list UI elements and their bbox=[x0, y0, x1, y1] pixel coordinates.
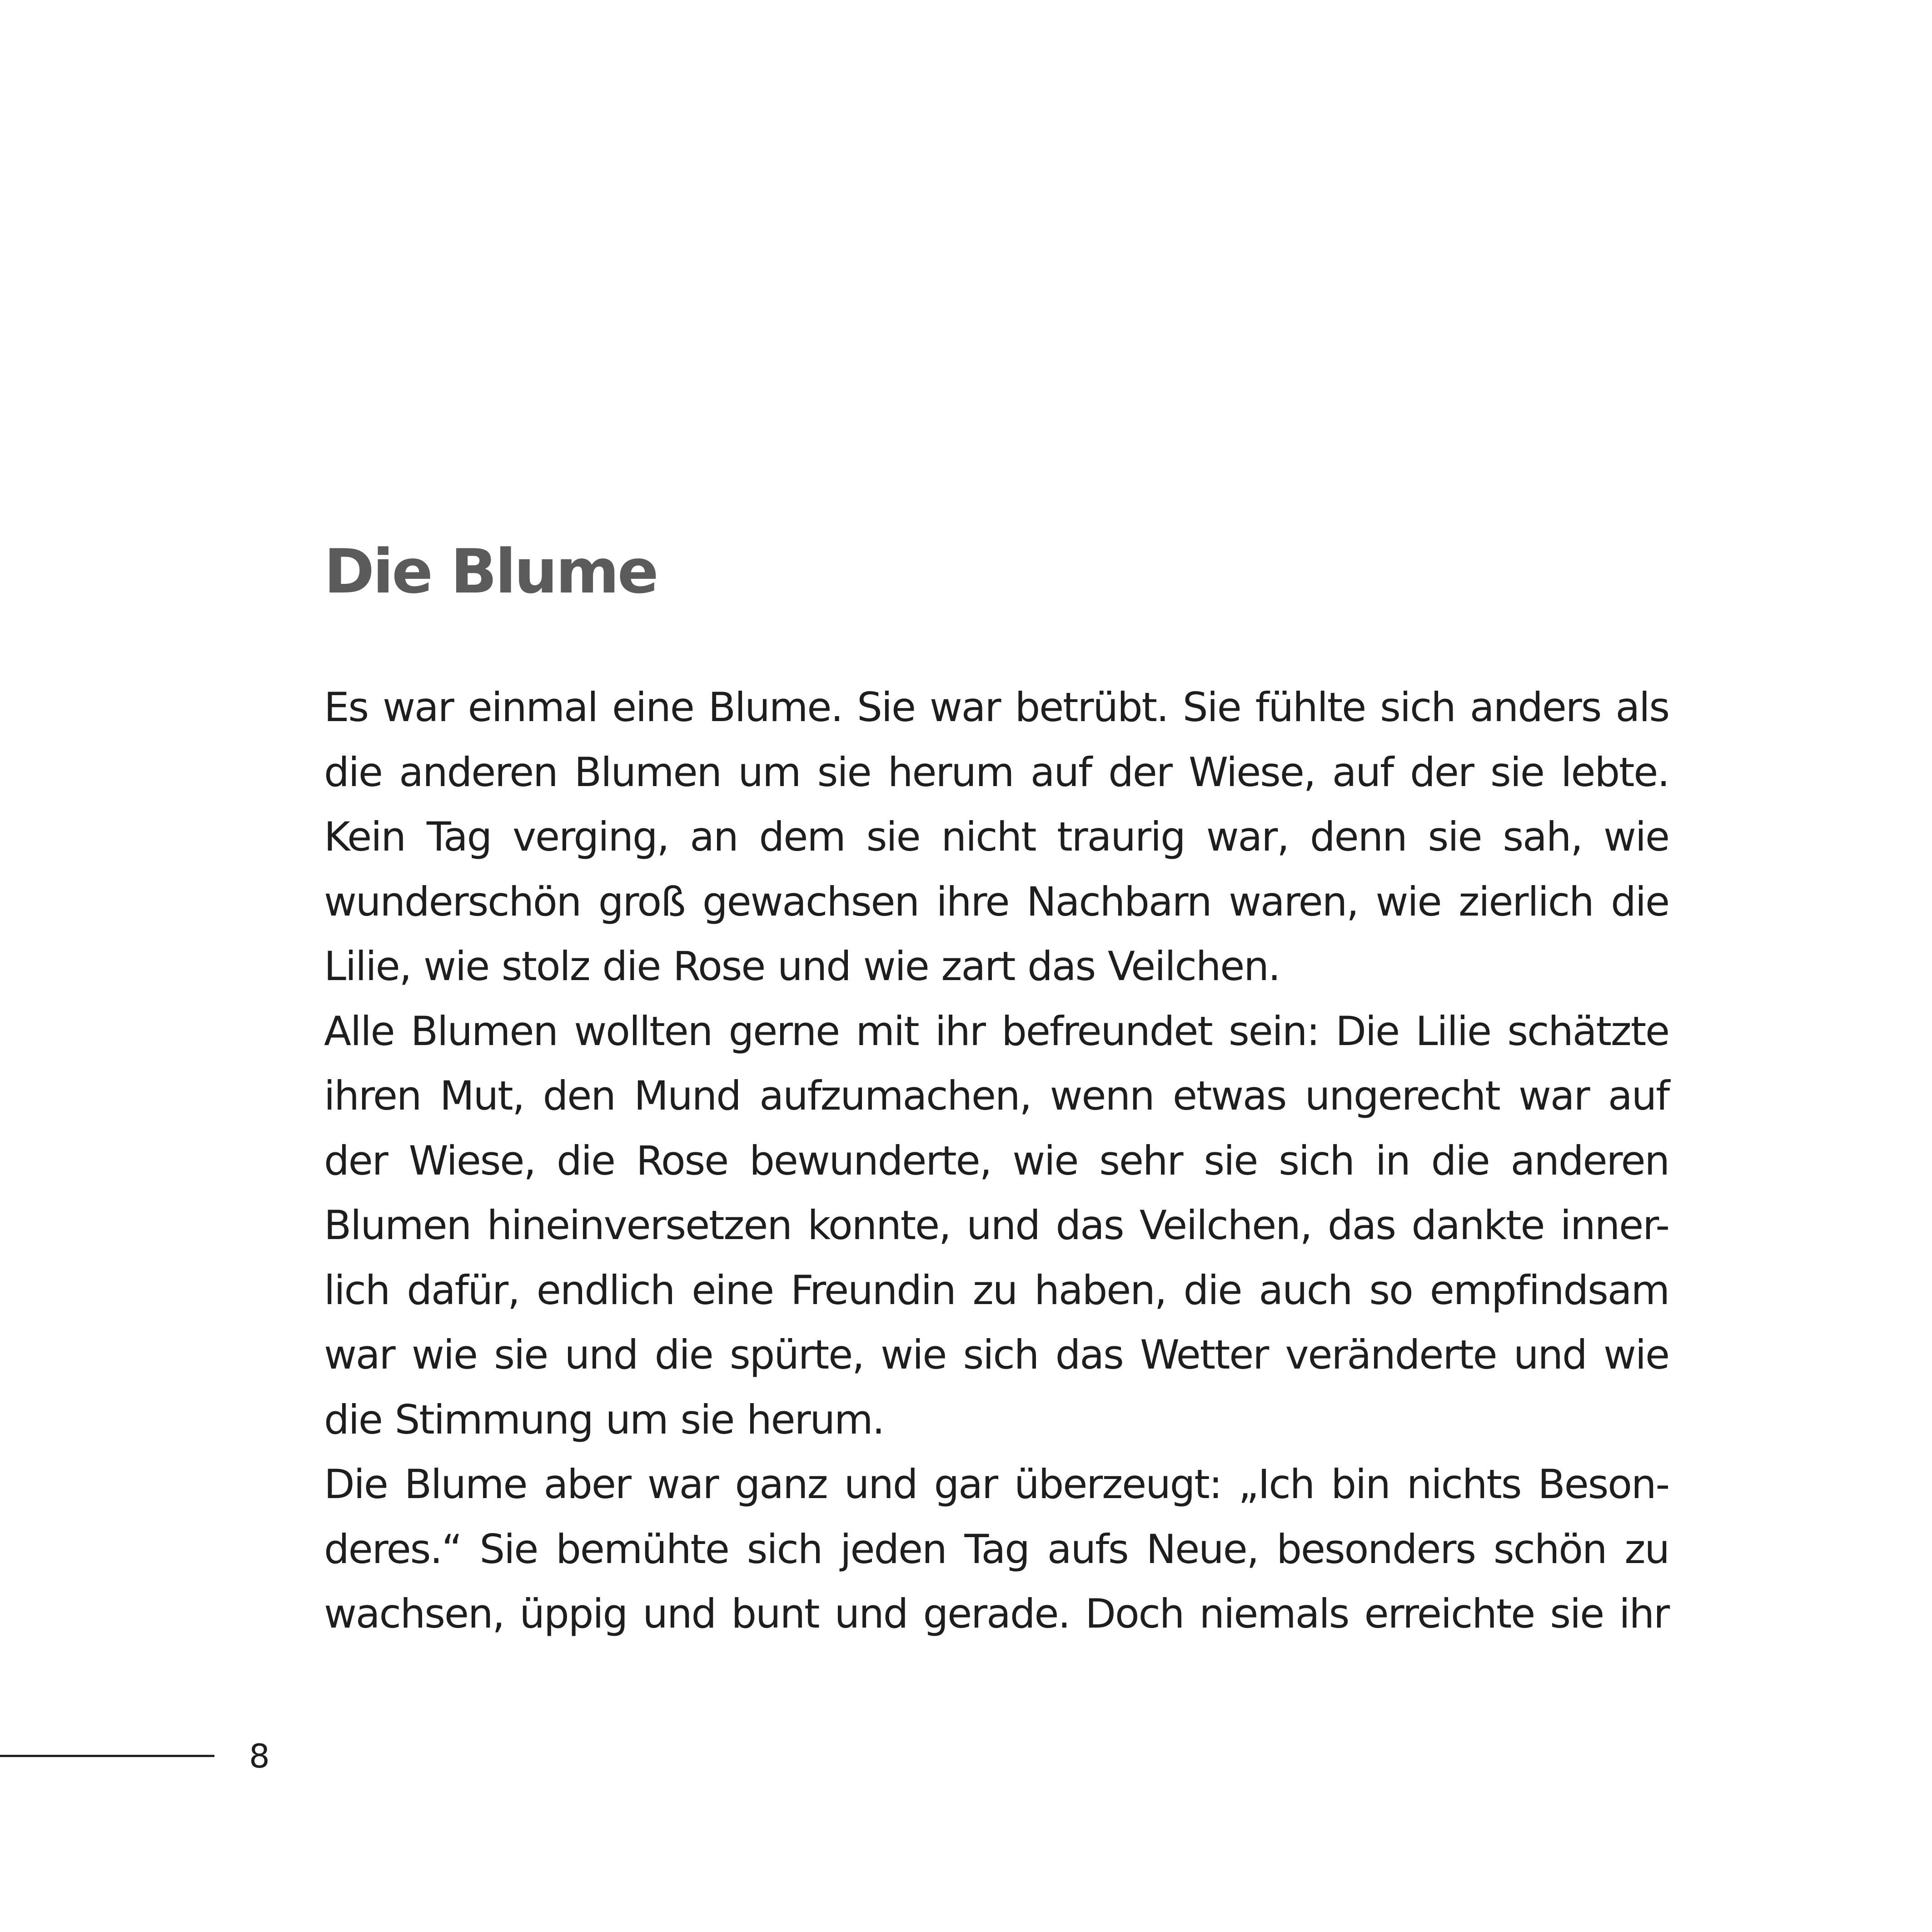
page-number: 8 bbox=[249, 1737, 270, 1775]
text-line: war wie sie und die spürte, wie sich das Wetter veränderte und wie bbox=[324, 1331, 1669, 1378]
footer-rule bbox=[0, 1755, 214, 1757]
text-line: die Stimmung um sie herum. bbox=[324, 1396, 884, 1443]
text-line: Die Blume aber war ganz und gar überzeugt: „Ich bin nichts Beson- bbox=[324, 1461, 1669, 1508]
text-line: deres.“ Sie bemühte sich jeden Tag aufs Neue, besonders schön zu bbox=[324, 1525, 1669, 1573]
text-line: Lilie, wie stolz die Rose und wie zart das Veilchen. bbox=[324, 943, 1280, 990]
text-line: Kein Tag verging, an dem sie nicht traurig war, denn sie sah, wie bbox=[324, 813, 1669, 860]
story-text bbox=[324, 675, 1669, 1647]
text-line: Blumen hineinversetzen konnte, und das Veilchen, das dankte inner- bbox=[324, 1202, 1669, 1249]
text-line: ihren Mut, den Mund aufzumachen, wenn etwas ungerecht war auf bbox=[324, 1072, 1669, 1119]
text-line: die anderen Blumen um sie herum auf der Wiese, auf der sie lebte. bbox=[324, 748, 1669, 796]
text-line: Es war einmal eine Blume. Sie war betrübt. Sie fühlte sich anders als bbox=[324, 684, 1669, 731]
chapter-title: Die Blume bbox=[324, 536, 657, 607]
text-line: der Wiese, die Rose bewunderte, wie sehr sie sich in die anderen bbox=[324, 1137, 1669, 1184]
text-line: wunderschön groß gewachsen ihre Nachbarn waren, wie zierlich die bbox=[324, 878, 1669, 925]
text-line: wachsen, üppig und bunt und gerade. Doch niemals erreichte sie ihr bbox=[324, 1590, 1669, 1637]
text-line: lich dafür, endlich eine Freundin zu haben, die auch so empfindsam bbox=[324, 1266, 1669, 1314]
text-line: Alle Blumen wollten gerne mit ihr befreundet sein: Die Lilie schätzte bbox=[324, 1007, 1669, 1055]
